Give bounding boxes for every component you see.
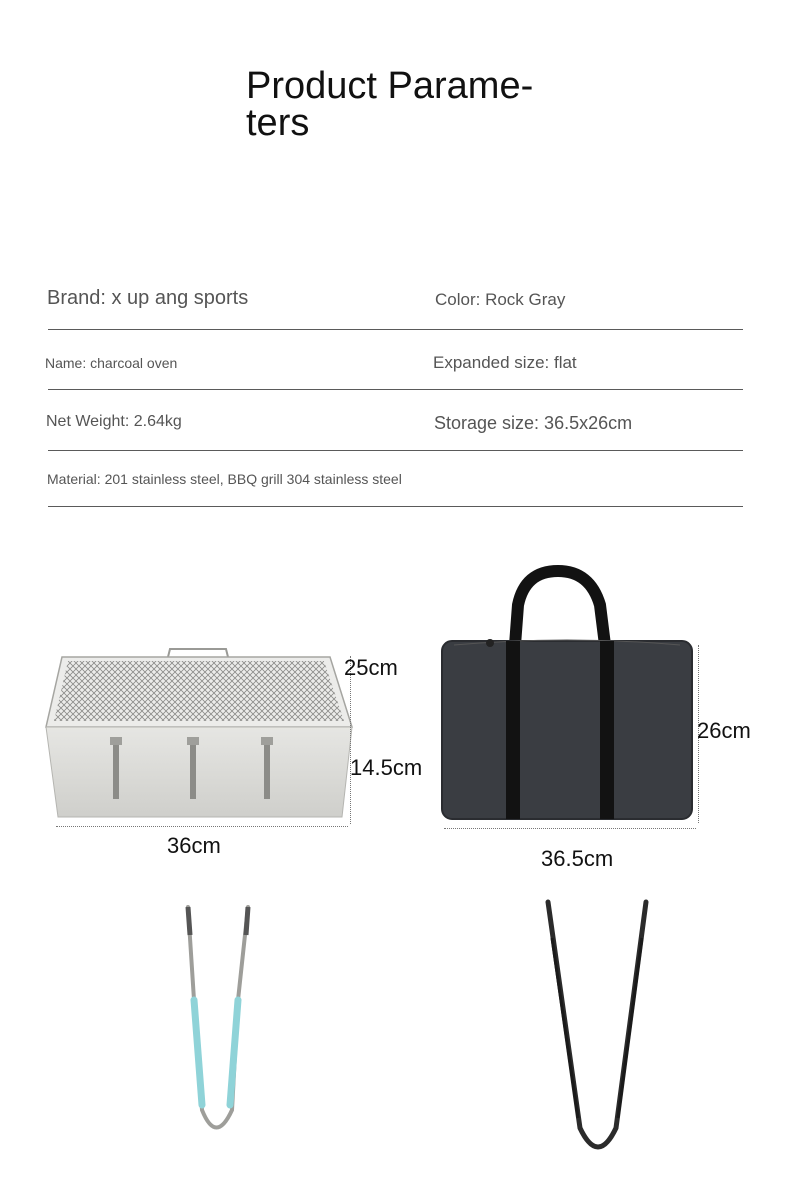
title-line-2: ters <box>246 102 310 144</box>
param-expanded-size: Expanded size: flat <box>433 353 577 372</box>
divider <box>48 450 743 451</box>
grill-depth-label: 25cm <box>344 655 398 680</box>
param-net-weight: Net Weight: 2.64kg <box>46 413 182 430</box>
bag-width-label: 36.5cm <box>541 846 614 871</box>
grill-height-guide <box>350 656 351 824</box>
divider <box>48 506 743 507</box>
param-material: Material: 201 stainless steel, BBQ grill 304 stainless steel <box>47 471 402 487</box>
tongs-blue-image <box>180 905 255 1150</box>
param-brand: Brand: x up ang sports <box>47 287 249 309</box>
divider <box>48 389 743 390</box>
tongs-black-image <box>540 898 655 1168</box>
divider <box>48 329 743 330</box>
param-storage-size: Storage size: 36.5x26cm <box>434 413 633 433</box>
param-name: Name: charcoal oven <box>45 355 178 371</box>
carry-bag-image <box>440 565 695 825</box>
grill-width-guide <box>56 826 348 827</box>
grill-height-label: 14.5cm <box>350 755 423 780</box>
bag-height-label: 26cm <box>697 718 751 743</box>
page-title <box>246 65 534 144</box>
grill-image <box>40 645 360 830</box>
title-line-1: Product Parame- <box>246 65 534 107</box>
param-color: Color: Rock Gray <box>435 290 566 309</box>
bag-width-guide <box>444 828 696 829</box>
grill-width-label: 36cm <box>167 833 221 858</box>
